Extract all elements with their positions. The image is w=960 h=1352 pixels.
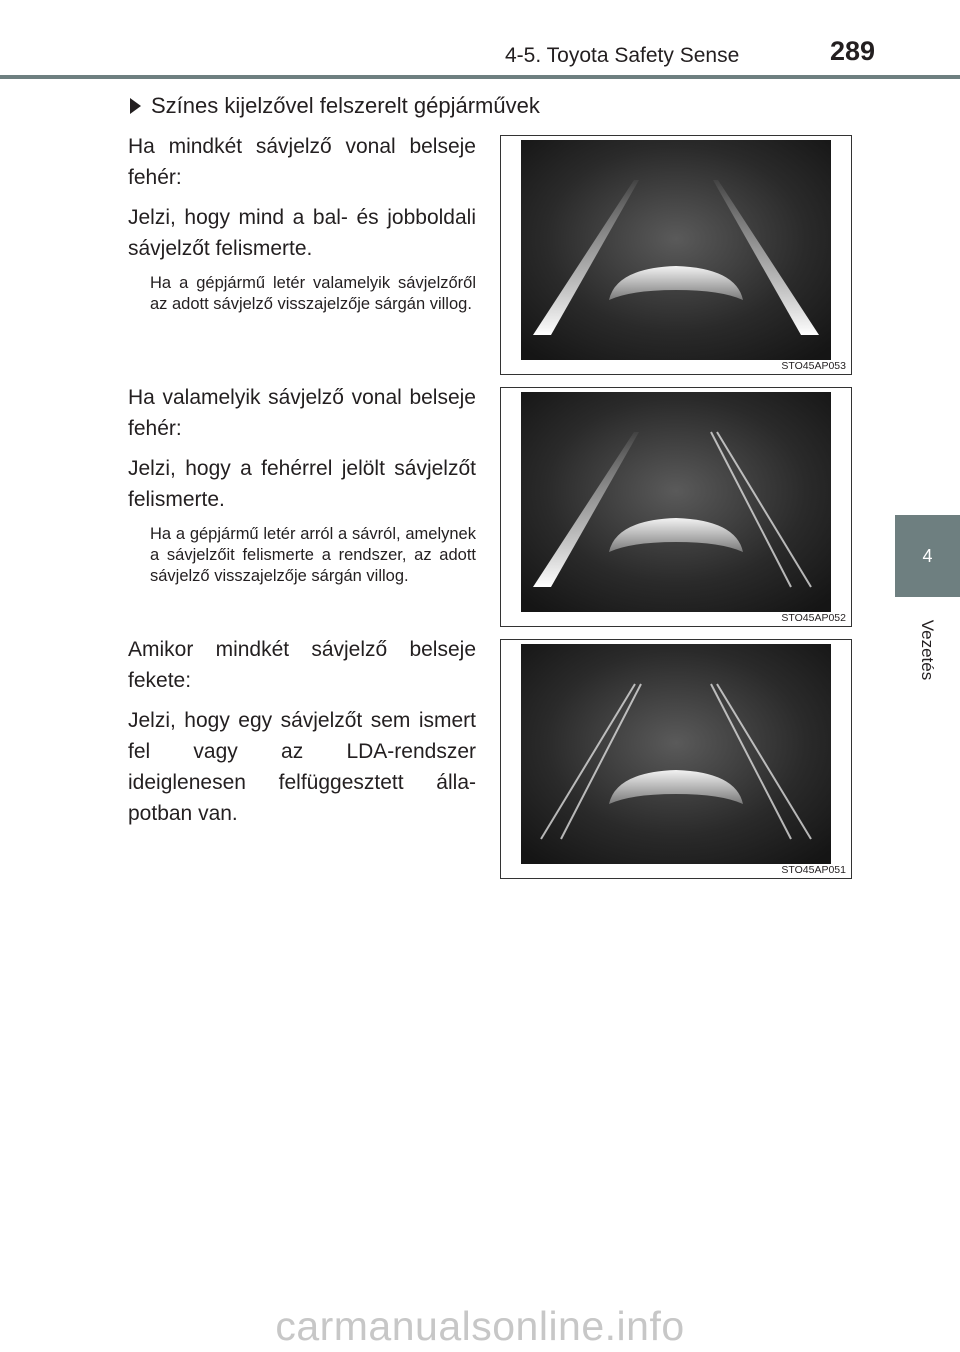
text-block-1 [128, 131, 476, 315]
meaning-text: Jelzi, hogy egy sávjelzőt sem ismert fel vagy az LDA-rendszer ideiglenesen felfüggesztett állapotban van. [128, 709, 476, 825]
figure-id: STO45AP052 [781, 612, 846, 624]
section-heading [130, 93, 540, 119]
text-block-2 [128, 382, 476, 587]
note-text: Ha a gépjármű letér arról a sávról, amelynek a sávjelzőit felismerte a rendszer, az adott sávjelző visszajelzője sárgán villog. [150, 525, 476, 585]
figure-both-lanes-detected [500, 135, 852, 375]
figure-one-lane-detected [500, 387, 852, 627]
chapter-label: Vezetés [918, 619, 937, 681]
display-background [521, 392, 831, 612]
lane-display-illustration [521, 392, 831, 612]
running-header: 4-5. Toyota Safety Sense [505, 44, 740, 67]
watermark: carmanualsonline.info [275, 1303, 685, 1349]
header-rule [0, 75, 960, 79]
figure-no-lanes-detected [500, 639, 852, 879]
section-heading-text: Színes kijelzővel felszerelt gépjárművek [151, 93, 540, 118]
meaning-text: Jelzi, hogy a fehérrel jelölt sávjelzőt felismerte. [128, 457, 476, 511]
condition-text: Amikor mindkét sávjelző belseje fekete: [128, 638, 476, 692]
figure-id: STO45AP051 [781, 864, 846, 876]
display-background [521, 140, 831, 360]
meaning-text: Jelzi, hogy mind a bal- és jobboldali sávjelzőt felismerte. [128, 206, 476, 260]
condition-text: Ha valamelyik sávjelző vonal belseje fehér: [128, 386, 476, 440]
lane-display-illustration [521, 140, 831, 360]
note-text: Ha a gépjármű letér valamelyik sávjelzőről az adott sávjelző visszajelzője sárgán villog. [150, 274, 476, 313]
figure-id: STO45AP053 [781, 360, 846, 372]
condition-text: Ha mindkét sávjelző vonal belseje fehér: [128, 135, 476, 189]
lane-display-illustration [521, 644, 831, 864]
text-block-3 [128, 634, 476, 838]
page-number: 289 [830, 36, 876, 66]
display-background [521, 644, 831, 864]
triangle-bullet-icon [130, 98, 141, 114]
chapter-tab: 4 [895, 515, 960, 597]
